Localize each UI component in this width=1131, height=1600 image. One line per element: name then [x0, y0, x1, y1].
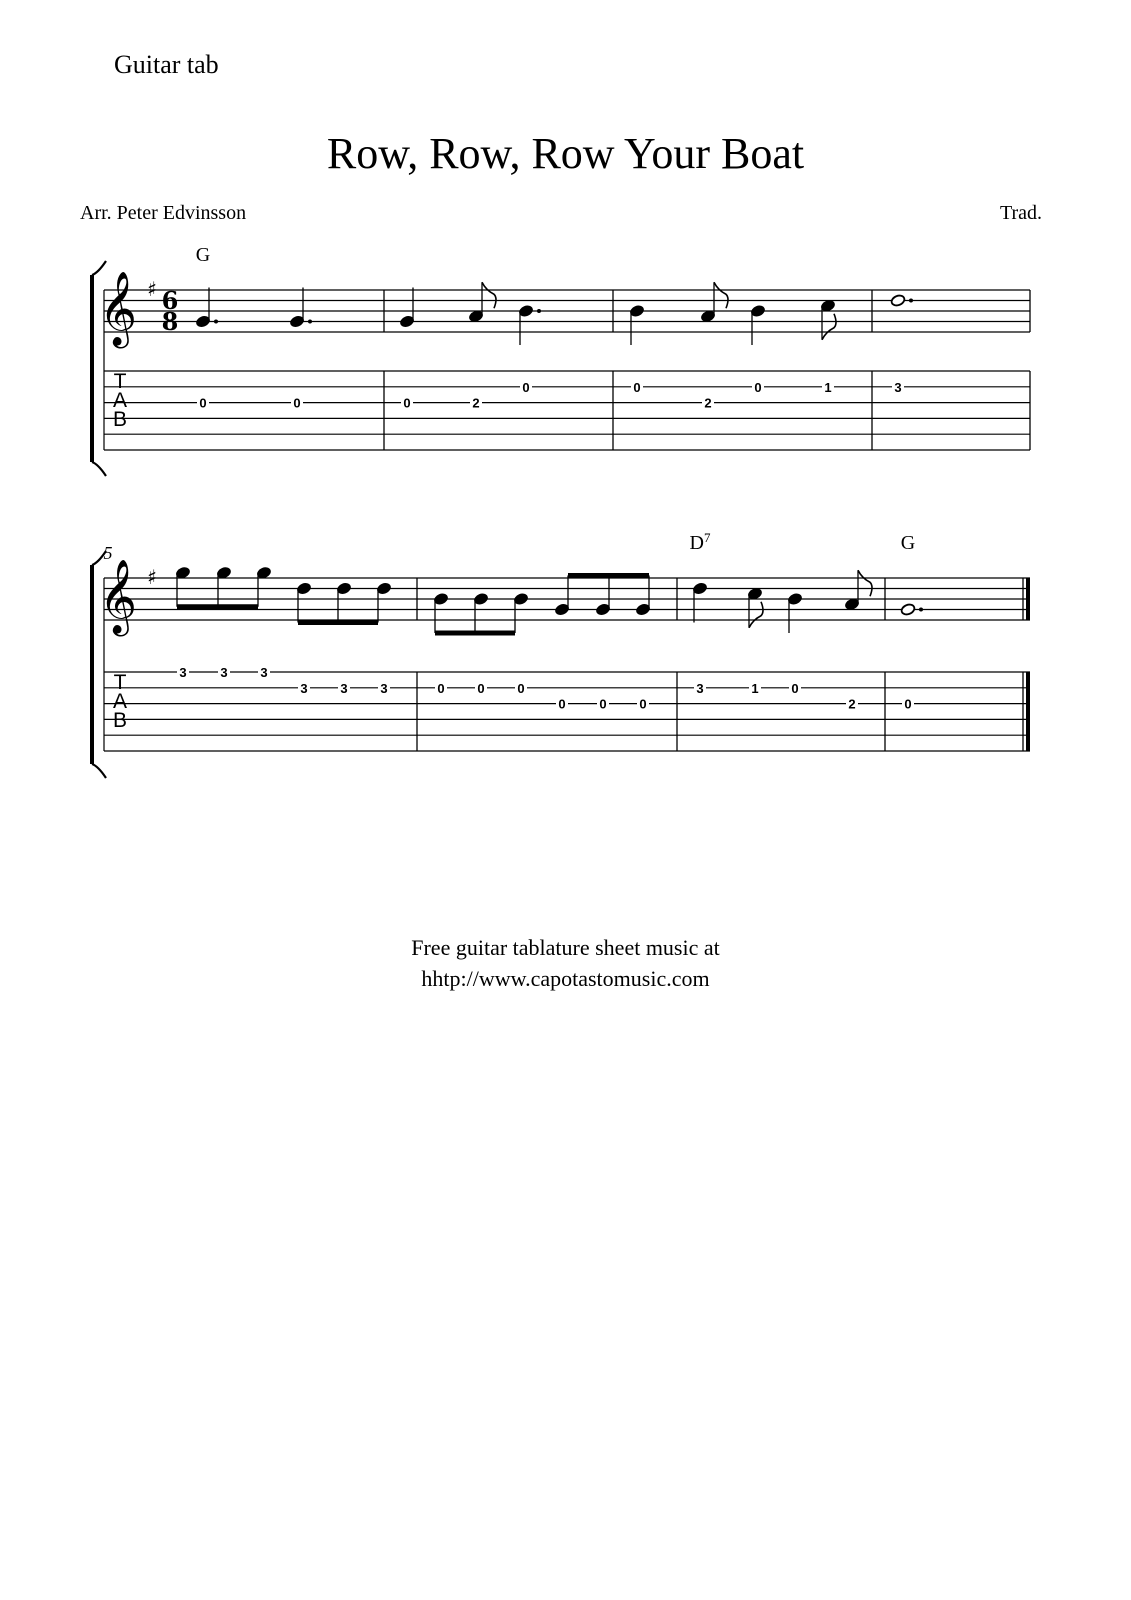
tab-fret-number: 0	[522, 379, 530, 395]
augmentation-dot	[214, 320, 218, 324]
tab-fret-number: 0	[437, 680, 445, 696]
augmentation-dot	[909, 299, 913, 303]
tab-fret-number: 0	[558, 696, 566, 712]
tab-fret-number: 0	[199, 395, 207, 411]
tab-clef-letter: B	[112, 408, 128, 431]
time-signature-bottom: 8	[161, 307, 179, 336]
tab-clef-letter: B	[112, 709, 128, 732]
tab-fret-number: 0	[403, 395, 411, 411]
tab-fret-number: 3	[340, 680, 348, 696]
tab-fret-number: 3	[894, 379, 902, 395]
augmentation-dot	[537, 309, 541, 313]
tab-fret-number: 2	[848, 696, 856, 712]
chord-symbol: $D^7$	[689, 530, 711, 554]
tab-fret-number: 3	[260, 665, 268, 680]
treble-clef: 𝄞	[99, 560, 137, 634]
tab-fret-number: 3	[300, 680, 308, 696]
note-flag	[858, 570, 872, 596]
tab-fret-number: 3	[179, 665, 187, 680]
tab-fret-number: 3	[220, 665, 228, 680]
bracket-hook	[92, 764, 106, 778]
tab-fret-number: 0	[639, 696, 647, 712]
note-flag	[714, 282, 728, 308]
tab-fret-number: 0	[293, 395, 301, 411]
time-signature-top: 6	[161, 286, 179, 315]
notehead	[900, 603, 916, 616]
tab-clef-letter: T	[113, 370, 127, 393]
augmentation-dot	[308, 320, 312, 324]
tab-fret-number: 0	[599, 696, 607, 712]
tab-fret-number: 3	[380, 680, 388, 696]
tab-fret-number: 0	[477, 680, 485, 696]
tab-fret-number: 0	[904, 696, 912, 712]
tab-clef-letter: T	[113, 671, 127, 694]
note-flag	[822, 314, 836, 340]
augmentation-dot	[919, 608, 923, 612]
key-signature-sharp: ♯	[147, 565, 157, 589]
note-flag	[482, 282, 496, 308]
composer-credit: Trad.	[1000, 202, 1043, 224]
tab-fret-number: 1	[824, 379, 832, 395]
tab-fret-number: 3	[696, 680, 704, 696]
measure-number: 5	[103, 543, 113, 563]
chord-symbol: G	[900, 532, 916, 554]
chord-extension: 7	[703, 530, 711, 545]
footer-line-1: Free guitar tablature sheet music at	[411, 935, 720, 960]
bracket-hook	[92, 462, 106, 476]
tab-fret-number: 2	[472, 395, 480, 411]
tab-fret-number: 0	[633, 379, 641, 395]
header-label: Guitar tab	[114, 50, 219, 79]
tab-clef-letter: A	[112, 690, 128, 713]
footer-credit	[0, 932, 1131, 994]
tab-fret-number: 0	[791, 680, 799, 696]
tab-fret-number: 1	[751, 680, 759, 696]
notehead	[890, 294, 906, 307]
arranger-credit: Arr. Peter Edvinsson	[80, 202, 247, 224]
treble-clef: 𝄞	[99, 272, 137, 346]
tab-fret-number: 2	[704, 395, 712, 411]
tab-clef-letter: A	[112, 389, 128, 412]
tab-fret-number: 0	[754, 379, 762, 395]
note-flag	[749, 602, 763, 628]
chord-symbol: G	[195, 244, 211, 266]
song-title: Row, Row, Row Your Boat	[326, 129, 805, 178]
footer-line-2[interactable]: hhtp://www.capotastomusic.com	[421, 966, 710, 991]
tab-fret-number: 0	[517, 680, 525, 696]
key-signature-sharp: ♯	[147, 277, 157, 301]
